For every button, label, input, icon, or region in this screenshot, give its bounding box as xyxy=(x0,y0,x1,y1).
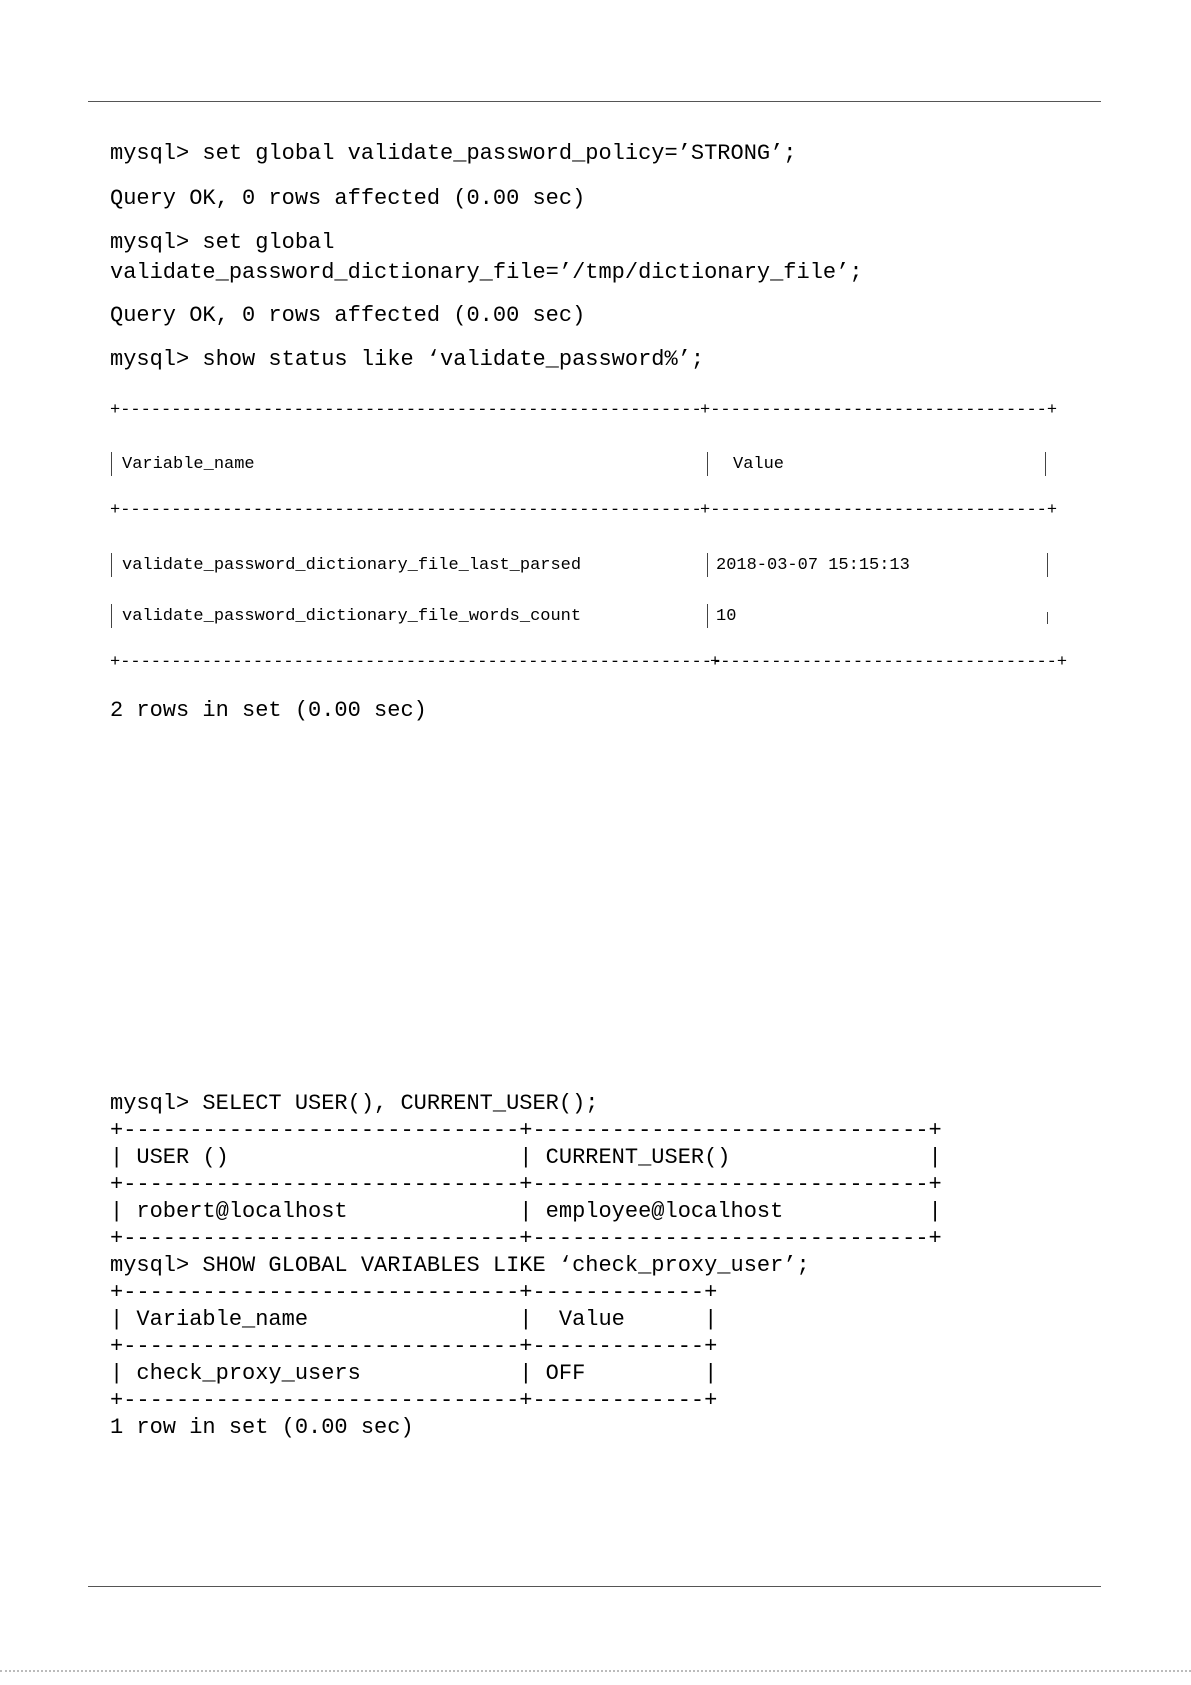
result-line: 1 row in set (0.00 sec) xyxy=(110,1415,414,1440)
table-cell: 10 xyxy=(716,607,737,626)
table-border: +------------------------------+-------------+ xyxy=(110,1388,718,1413)
table-border: +----------------------------------------------------------- xyxy=(110,653,723,672)
table-border: +------------------------------+------------------------------+ xyxy=(110,1172,942,1197)
table-cell: validate_password_dictionary_file_last_parsed xyxy=(122,556,582,575)
command-line: mysql> set global xyxy=(110,230,335,255)
table-border: +------------------------------+------------------------------+ xyxy=(110,1226,942,1251)
command-line: validate_password_dictionary_file=’/tmp/dictionary_file’; xyxy=(110,260,863,285)
table-border: +------------------------------+-------------+ xyxy=(110,1280,718,1305)
table-border: +---------------------------------+ xyxy=(700,401,1058,420)
result-line: 2 rows in set (0.00 sec) xyxy=(110,698,427,723)
table-cell: validate_password_dictionary_file_words_count xyxy=(122,607,582,626)
table-border: +--------------------------------------------------------- xyxy=(110,501,702,520)
table-row: | robert@localhost | employee@localhost | xyxy=(110,1199,942,1224)
table-border: +------------------------------+------------------------------+ xyxy=(110,1118,942,1143)
table-border: +---------------------------------+ xyxy=(710,653,1068,672)
table-border: +------------------------------+-------------+ xyxy=(110,1334,718,1359)
result-line: Query OK, 0 rows affected (0.00 sec) xyxy=(110,303,586,328)
table-row: | Variable_name | Value | xyxy=(110,1307,718,1332)
command-line: mysql> show status like ‘validate_password%’; xyxy=(110,347,705,372)
page-edge xyxy=(0,1670,1191,1672)
table-row: | check_proxy_users | OFF | xyxy=(110,1361,718,1386)
footer-rule xyxy=(88,1586,1101,1587)
table-header-cell: Value xyxy=(733,455,785,474)
table-cell: 2018-03-07 15:15:13 xyxy=(716,556,910,575)
table-border: +--------------------------------------------------------- xyxy=(110,401,702,420)
command-line: mysql> set global validate_password_policy=’STRONG’; xyxy=(110,141,797,166)
result-line: Query OK, 0 rows affected (0.00 sec) xyxy=(110,186,586,211)
table-row: | USER () | CURRENT_USER() | xyxy=(110,1145,942,1170)
command-line: mysql> SHOW GLOBAL VARIABLES LIKE ‘check_proxy_user’; xyxy=(110,1253,810,1278)
table-border: +---------------------------------+ xyxy=(700,501,1058,520)
table-header-cell: Variable_name xyxy=(122,455,255,474)
command-line: mysql> SELECT USER(), CURRENT_USER(); xyxy=(110,1091,599,1116)
